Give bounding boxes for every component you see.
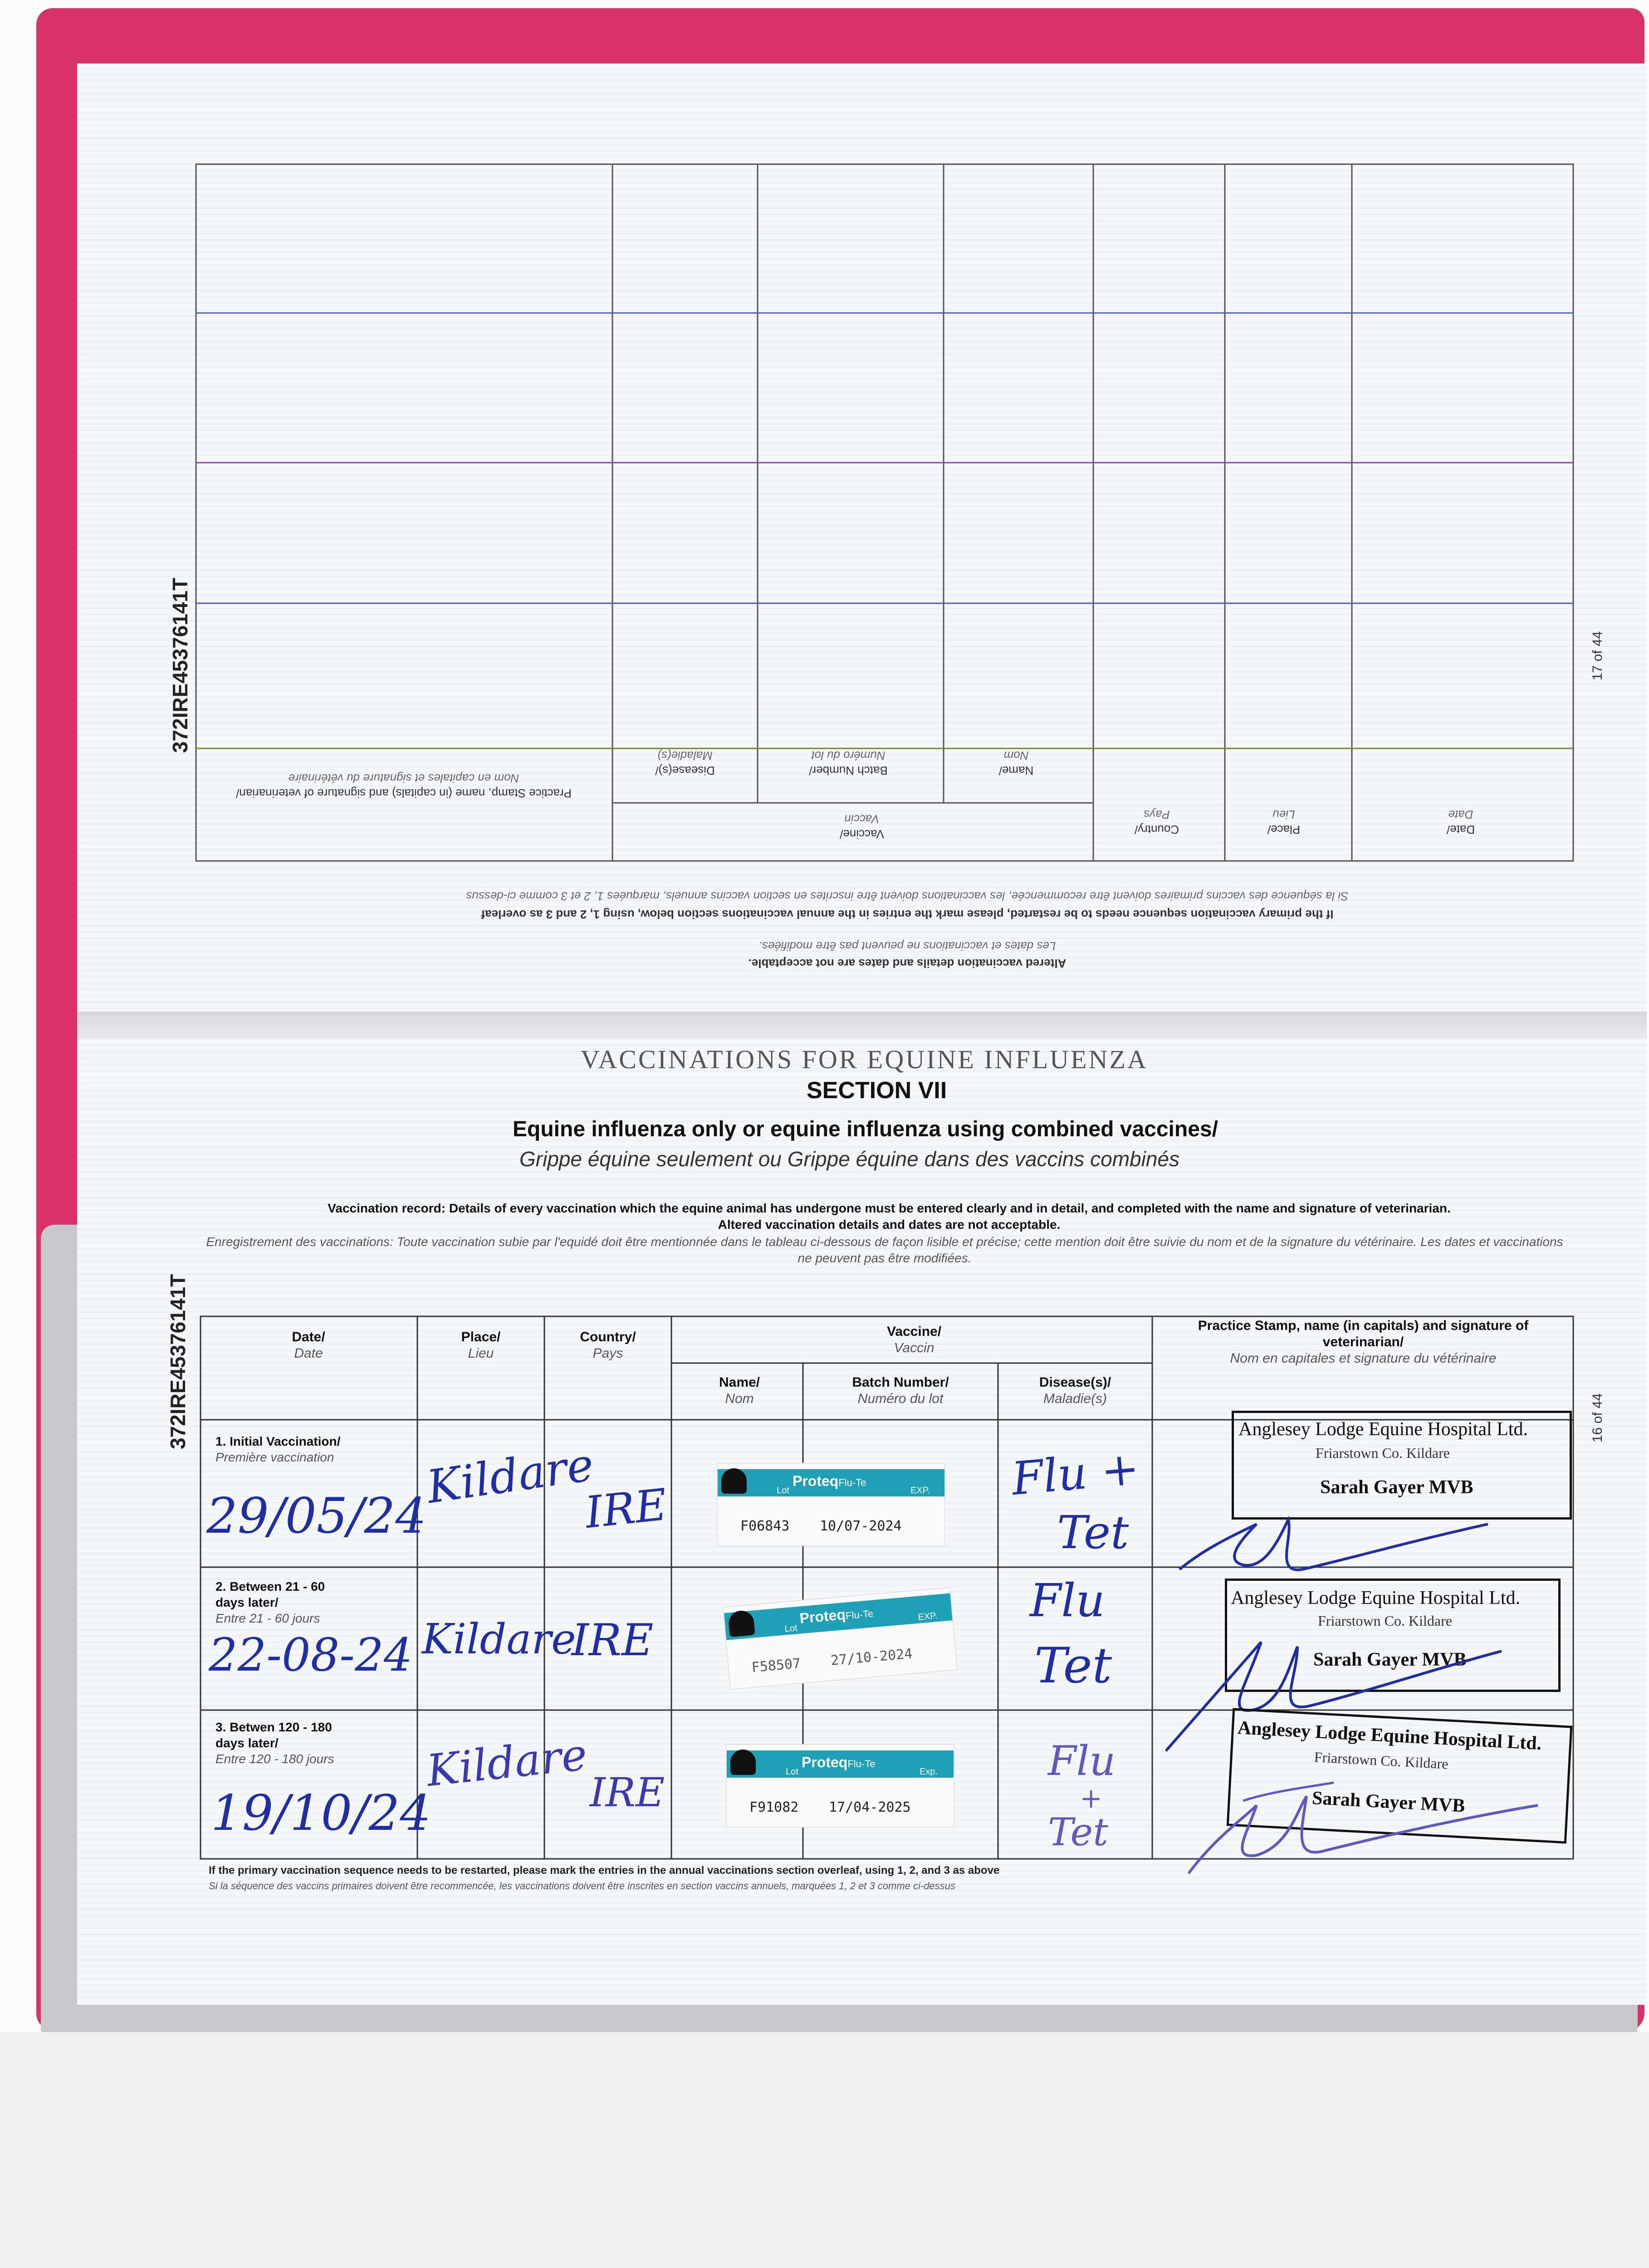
- upper-date-label: Date/: [1446, 823, 1475, 836]
- date-header-label: Date/: [292, 1330, 325, 1344]
- sticker-lot-label: Lot: [786, 1767, 798, 1777]
- vaccine-header-label: Vaccine/: [886, 1324, 942, 1339]
- passport-id-upper: 372IRE45376141T: [168, 577, 192, 753]
- sticker-brand: [802, 1754, 875, 1771]
- upper-practice-label: Practice Stamp, name (in capitals) and signature of veterinarian/: [236, 787, 572, 800]
- record-instructions-line1: Vaccination record: Details of every vaccination which the equine animal has undergone must be entered clearly and in detail, and completed with the name and signature of veterinarian.: [328, 1201, 1451, 1215]
- row-1-label-en: 1. Initial Vaccination/: [215, 1434, 341, 1448]
- vaccine-name-header-label-fr: Nom: [725, 1391, 754, 1406]
- practice-stamp-header-label-fr: Nom en capitales et signature du vétérinaire: [1230, 1351, 1497, 1366]
- row-1-place: Kildare: [423, 1437, 597, 1514]
- disease-header-label-fr: Maladie(s): [1043, 1391, 1107, 1406]
- row-2-label-en: 2. Between 21 - 60 days later/: [215, 1579, 325, 1609]
- record-instructions-line2: Altered vaccination details and dates are not acceptable.: [718, 1217, 1061, 1232]
- scan-background: [0, 2032, 1649, 2268]
- upper-disease-label: Disease(s)/: [655, 764, 715, 777]
- row-1-expiry: 10/07-2024: [820, 1518, 902, 1534]
- row-2-stamp-vet: Sarah Gayer MVB: [1313, 1649, 1467, 1670]
- batch-number-header-label: Batch Number/: [852, 1375, 949, 1390]
- row-2-country: IRE: [572, 1615, 654, 1666]
- upper-batch-label-fr: Numéro du lot: [811, 749, 886, 763]
- row-1-batch-number: F06843: [740, 1518, 790, 1534]
- upper-place-header: [1229, 807, 1338, 837]
- upper-altered-note-en: Altered vaccination details and dates are not acceptable.: [748, 957, 1067, 970]
- restart-note: If the primary vaccination sequence needs to be restarted, please mark the entries in the annual vaccinations section overleaf, using 1, 2, and 3 as above: [209, 1864, 1000, 1877]
- row-3-disease-line3: Tet: [1048, 1810, 1108, 1854]
- row-2-date: 22-08-24: [209, 1628, 413, 1681]
- row-1-vaccine-sticker: [717, 1463, 945, 1546]
- batch-number-header-label-fr: Numéro du lot: [857, 1391, 944, 1406]
- upper-practice-header: [200, 771, 608, 801]
- row-1-date: 29/05/24: [206, 1488, 427, 1545]
- row-1-label-fr: Première vaccination: [215, 1450, 334, 1464]
- row-1-disease-line2: Tet: [1057, 1506, 1129, 1559]
- row-2-expiry: 27/10-2024: [830, 1646, 913, 1669]
- sticker-brand-name: Proteq: [802, 1754, 848, 1770]
- row-3-date: 19/10/24: [211, 1785, 431, 1842]
- sticker-brand: [793, 1473, 866, 1490]
- row-1-country: IRE: [582, 1479, 670, 1539]
- row-1-disease-line1: Flu +: [1009, 1441, 1141, 1506]
- sticker-product: Flu-Te: [845, 1608, 874, 1622]
- row-3-label-en: 3. Betwen 120 - 180 days later/: [215, 1720, 332, 1750]
- practice-stamp-header: [1157, 1318, 1570, 1367]
- row-2-batch-number: F58507: [751, 1655, 802, 1676]
- row-3-place: Kildare: [424, 1729, 590, 1797]
- sticker-exp-label: EXP.: [917, 1611, 938, 1623]
- page-number-lower: 16 of 44: [1590, 1393, 1605, 1442]
- vaccine-header-label-fr: Vaccin: [894, 1340, 935, 1355]
- place-header-label: Place/: [461, 1330, 501, 1344]
- upper-vaccine-header: [771, 812, 953, 841]
- row-2-disease-line2: Tet: [1034, 1637, 1112, 1694]
- upper-altered-note-fr: Les dates et vaccinations ne peuvent pas être modifiées.: [758, 939, 1056, 953]
- country-header-label: Country/: [580, 1330, 636, 1344]
- sticker-product: Flu-Te: [847, 1758, 876, 1769]
- section-heading: Equine influenza only or equine influenza using combined vaccines/: [513, 1117, 1218, 1141]
- disease-header-label: Disease(s)/: [1039, 1375, 1111, 1390]
- practice-stamp-header-label: Practice Stamp, name (in capitals) and signature of veterinarian/: [1198, 1318, 1529, 1349]
- row-1-stamp-address: Friarstown Co. Kildare: [1316, 1445, 1450, 1461]
- row-3-country: IRE: [590, 1769, 665, 1816]
- row-1-label: [215, 1433, 415, 1465]
- section-number: SECTION VII: [807, 1077, 947, 1104]
- row-3-stamp-practice: Anglesey Lodge Equine Hospital Ltd.: [1237, 1717, 1542, 1755]
- row-1-practice-stamp: [1232, 1411, 1572, 1520]
- row-2-disease-line1: Flu: [1030, 1574, 1105, 1627]
- row-3-vaccine-sticker: [726, 1744, 954, 1828]
- proteq-logo-icon: [730, 1750, 756, 1775]
- upper-name-header: [948, 748, 1084, 778]
- row-2-stamp-address: Friarstown Co. Kildare: [1318, 1613, 1452, 1629]
- upper-vaccine-label-fr: Vaccin: [844, 812, 880, 826]
- upper-restart-note-fr: Si la séquence des vaccins primaires doivent être recommencée, les vaccinations doivent être inscrites en section vaccins annuels, marquées 1, 2 et 3 comme ci-dessus: [466, 890, 1349, 903]
- upper-restart-note-en: If the primary vaccination sequence needs to be restarted, please mark the entries in the annual vaccinations section below, using 1, 2 and 3 as overleaf: [481, 908, 1334, 921]
- row-1-signature: [1170, 1506, 1497, 1588]
- upper-date-header: [1356, 807, 1565, 837]
- record-instructions-fr: Enregistrement des vaccinations: Toute vaccination subie par l'equidé doit être mentionnée dans le tableau ci-dessous de façon lisible et précise; cette mention doit être suivie du nom et de la signature du vétérinaire. Les dates et vaccinations ne peuvent pas être modifiées.: [206, 1235, 1563, 1266]
- row-3-disease-line1: Flu: [1048, 1737, 1116, 1785]
- row-2-place: Kildare: [422, 1615, 576, 1663]
- section-banner: VACCINATIONS FOR EQUINE INFLUENZA: [581, 1045, 1148, 1074]
- section-heading-fr: Grippe équine seulement ou Grippe équine dans des vaccins combinés: [519, 1147, 1179, 1171]
- upper-vaccine-label: Vaccine/: [840, 827, 884, 841]
- row-2-label: [215, 1579, 352, 1626]
- sticker-lot-label: Lot: [777, 1486, 789, 1496]
- place-header: [420, 1329, 542, 1362]
- upper-batch-label: Batch Number/: [809, 764, 888, 777]
- disease-header: [1000, 1374, 1150, 1407]
- row-3-stamp-address: Friarstown Co. Kildare: [1313, 1749, 1449, 1772]
- row-2-label-fr: Entre 21 - 60 jours: [215, 1611, 320, 1625]
- country-header-label-fr: Pays: [592, 1346, 623, 1361]
- upper-batch-header: [762, 748, 935, 778]
- upper-place-label: Place/: [1267, 823, 1301, 836]
- row-3-expiry: 17/04-2025: [829, 1799, 911, 1815]
- restart-note-fr: Si la séquence des vaccins primaires doivent être recommencée, les vaccinations doivent être inscrites en section vaccins annuels, marquées 1, 2 et 3 comme ci-dessus: [209, 1880, 955, 1892]
- upper-country-label: Country/: [1134, 823, 1179, 836]
- sticker-lot-label: Lot: [784, 1623, 798, 1634]
- row-3-batch-number: F91082: [749, 1799, 799, 1815]
- sticker-exp-label: Exp.: [920, 1767, 938, 1777]
- sticker-exp-label: EXP.: [910, 1486, 930, 1496]
- row-3-stamp-vet: Sarah Gayer MVB: [1311, 1788, 1466, 1817]
- upper-country-header: [1098, 807, 1216, 837]
- batch-number-header: [805, 1374, 996, 1407]
- row-3-signature: [1161, 1769, 1542, 1887]
- proteq-logo-icon: [721, 1468, 747, 1494]
- upper-date-label-fr: Date: [1448, 808, 1473, 822]
- upper-country-label-fr: Pays: [1144, 808, 1170, 822]
- row-1-stamp-practice: Anglesey Lodge Equine Hospital Ltd.: [1238, 1419, 1528, 1440]
- upper-name-label: Name/: [998, 764, 1034, 777]
- date-header: [204, 1329, 413, 1362]
- row-3-disease-line2: +: [1080, 1783, 1103, 1814]
- upper-disease-header: [617, 748, 753, 778]
- date-header-label-fr: Date: [294, 1346, 323, 1361]
- upper-place-label-fr: Lieu: [1272, 808, 1295, 822]
- sticker-brand-name: Proteq: [799, 1606, 847, 1627]
- sticker-brand-name: Proteq: [793, 1473, 839, 1489]
- vaccine-header: [676, 1324, 1152, 1356]
- row-2-stamp-practice: Anglesey Lodge Equine Hospital Ltd.: [1231, 1588, 1521, 1608]
- country-header: [547, 1329, 669, 1362]
- vaccine-name-header-label: Name/: [719, 1375, 760, 1390]
- place-header-label-fr: Lieu: [468, 1346, 494, 1361]
- upper-practice-label-fr: Nom en capitales et signature du vétérinaire: [288, 772, 519, 786]
- page-number-upper: 17 of 44: [1590, 631, 1605, 680]
- record-instructions: [213, 1200, 1565, 1233]
- upper-disease-label-fr: Maladie(s): [657, 749, 713, 763]
- row-1-stamp-vet: Sarah Gayer MVB: [1320, 1477, 1473, 1498]
- passport-id-lower: 372IRE45376141T: [166, 1274, 190, 1449]
- row-3-label: [215, 1719, 352, 1767]
- row-3-label-fr: Entre 120 - 180 jours: [215, 1752, 334, 1766]
- sticker-product: Flu-Te: [838, 1477, 866, 1488]
- vaccine-name-header: [676, 1374, 803, 1407]
- upper-name-label-fr: Nom: [1003, 749, 1029, 763]
